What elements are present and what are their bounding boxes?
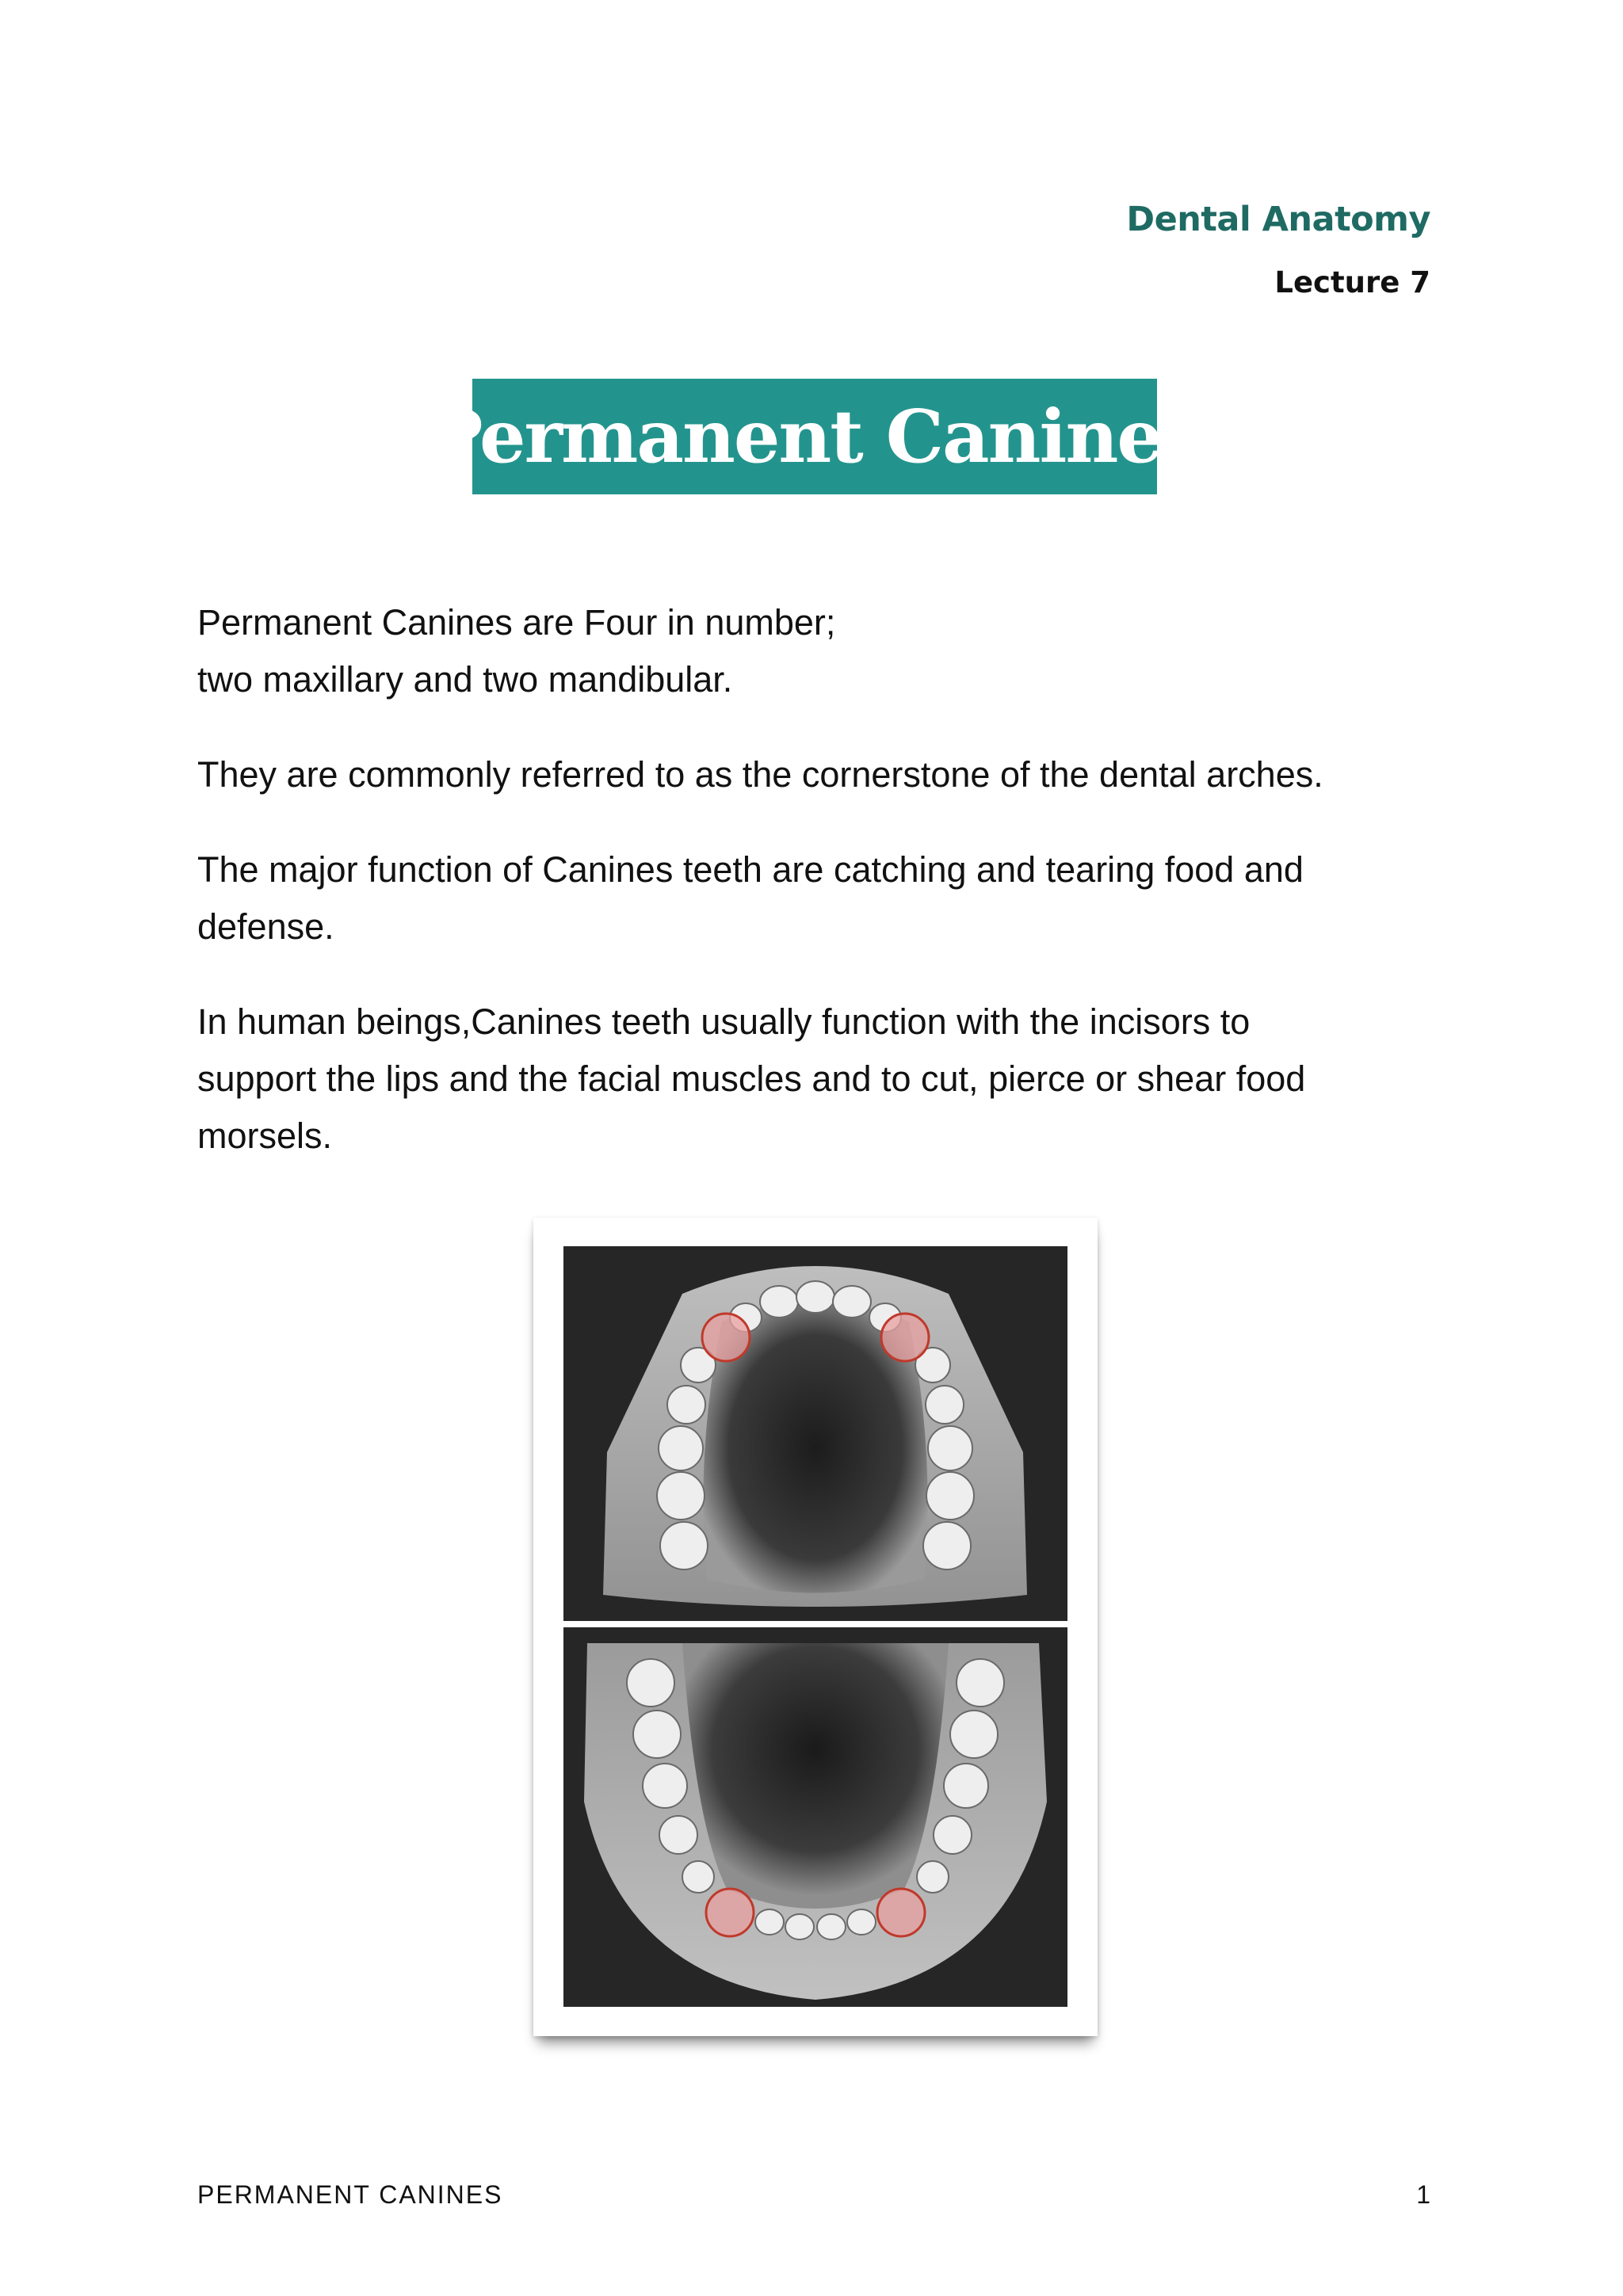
mandibular-arch-photo [563,1627,1067,2007]
text-line: They are commonly referred to as the cornerstone of the dental arches. [197,754,1323,795]
course-title: Dental Anatomy [1126,200,1430,239]
text-line: defense. [197,906,334,947]
page-title: Permanent Canines [428,394,1201,479]
running-title: PERMANENT CANINES [197,2180,503,2209]
text-line: In human beings,Canines teeth usually function with the incisors to [197,1001,1251,1042]
text-line: The major function of Canines teeth are catching and tearing food and [197,849,1304,890]
text-line: Permanent Canines are Four in number; [197,602,836,643]
maxillary-arch-photo [563,1246,1067,1621]
lecture-number: Lecture 7 [1274,265,1430,299]
text-line: morsels. [197,1116,333,1156]
dental-arch-figure [533,1218,1098,2036]
text-line: support the lips and the facial muscles and to cut, pierce or shear food [197,1058,1306,1099]
paragraph-function [197,841,1434,955]
text-line: two maxillary and two mandibular. [197,659,733,700]
title-banner [428,379,1201,494]
paragraph-cornerstone [197,746,1434,803]
paragraph-count [197,594,1434,708]
paragraph-human [197,994,1434,1165]
page-number: 1 [1416,2180,1430,2209]
